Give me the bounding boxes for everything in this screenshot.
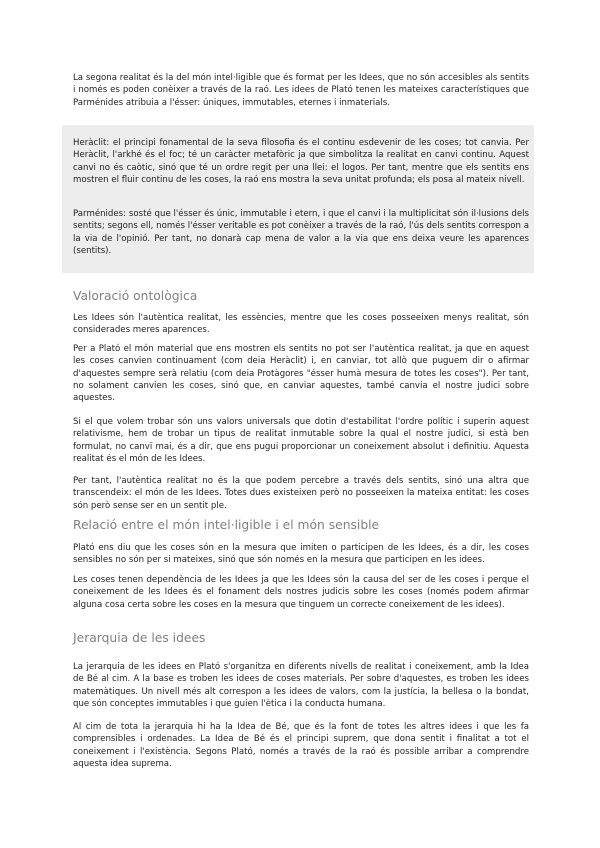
parmenides-paragraph: Parménides: sosté que l'ésser és únic, immutable i etern, i que el canvi i la multiplicitat són il·lusions dels sentits; segons ell, només l'ésser veritable es pot conèixer a través de la raó, l'ús dels sentits correspon a la via de l'opinió. Per tant, no donarà cap mena de valor a la via que ens deixa veure les aparences (sentits). <box>73 209 529 256</box>
valoracio-paragraph-1: Les Idees són l'autèntica realitat, les essències, mentre que les coses posseeixen menys realitat, són considerades meres aparences. <box>73 313 529 336</box>
heraclit-paragraph: Heràclit: el principi fonamental de la seva filosofia és el continu esdevenir de les coses; tot canvia. Per Heràclit, l'arkhé és el foc; té un caràcter metafòric ja que simbolitza la realitat en canvi continu. Aquest canvi no és caòtic, sinó que té un ordre regit per una llei: el logos. Per tant, mentre que els sentits ens mostren el fluir continu de les coses, la raó ens mostra la seva unitat profunda; els posa al mateix nivell. <box>73 138 529 185</box>
jerarquia-paragraph-1: La jerarquia de les idees en Plató s'organitza en diferents nivells de realitat i coneixement, amb la Idea de Bé al cim. A la base es troben les idees de coses materials. Per sobre d'aquestes, es troben les idees matemàtiques. Un nivell més alt correspon a les idees de valors, com la justícia, la bellesa o la bondat, que són conceptes immutables i que guien l'ètica i la conducta humana. <box>73 662 529 709</box>
section-heading-valoracio: Valoració ontològica <box>73 289 198 303</box>
valoracio-paragraph-4: Per tant, l'autèntica realitat no és la que podem percebre a través dels sentits, sinó una altra que transcendeix: el món de les Idees. Totes dues existeixen però no posseeixen la mateixa entitat: les coses són però sense ser en un sentit ple. <box>73 476 529 511</box>
section-heading-jerarquia: Jerarquia de les idees <box>73 631 206 645</box>
valoracio-paragraph-3: Si el que volem trobar són uns valors universals que dotin d'estabilitat l'ordre polític i superin aquest relativisme, hem de trobar un tipus de realitat inmutable sobre la qual el nostre judici, si està ben formulat, no canvï mai, és a dir, que ens pugui proporcionar un coneixement absolut i definitiu. Aquesta realitat és el món de les Idees. <box>73 417 529 464</box>
valoracio-paragraph-2: Per a Plató el món material que ens mostren els sentits no pot ser l'autèntica realitat, ja que en aquest les coses canvien continuament (com deia Heràclit) i, en canviar, tot allò que puguem dir o afirmar d'aquestes sempre serà relatiu (com deia Protàgores "ésser humà mesura de totes les coses"). Per tant, no solament canvien les coses, sinó que, en canviar aquestes, també canvia el nostre judici sobre aquestes. <box>73 344 529 404</box>
section-heading-relacio: Relació entre el món intel·ligible i el món sensible <box>73 518 380 532</box>
relacio-paragraph-2: Les coses tenen dependència de les Idees ja que les Idees són la causa del ser de les coses i perque el coneixement de les Idees és el fonament dels nostres judicis sobre les coses (només podem afirmar alguna cosa certa sobre les coses en la mesura que tinguem un correcte coneixement de les idees). <box>73 575 529 610</box>
jerarquia-paragraph-2: Al cim de tota la jerarquia hi ha la Idea de Bé, que és la font de totes les altres idees i que les fa comprensibles i ordenades. La Idea de Bé és el principi suprem, que dona sentit i finalitat a tot el coneixement i l'existència. Segons Plató, només a través de la raó és possible arribar a comprendre aquesta idea suprema. <box>73 722 529 769</box>
relacio-paragraph-1: Plató ens diu que les coses són en la mesura que imiten o participen de les Idees, és a dir, les coses sensibles no són per si mateixes, sinó que són només en la mesura que participen en les idees. <box>73 543 529 566</box>
intro-paragraph: La segona realitat és la del món intel·ligible que és format per les Idees, que no són accesibles als sentits i només es poden conèixer a través de la raó. Les idees de Plató tenen les mateixes característiques que Parménides atribuia a l'ésser: úniques, immutables, eternes i inmaterials. <box>73 73 529 108</box>
